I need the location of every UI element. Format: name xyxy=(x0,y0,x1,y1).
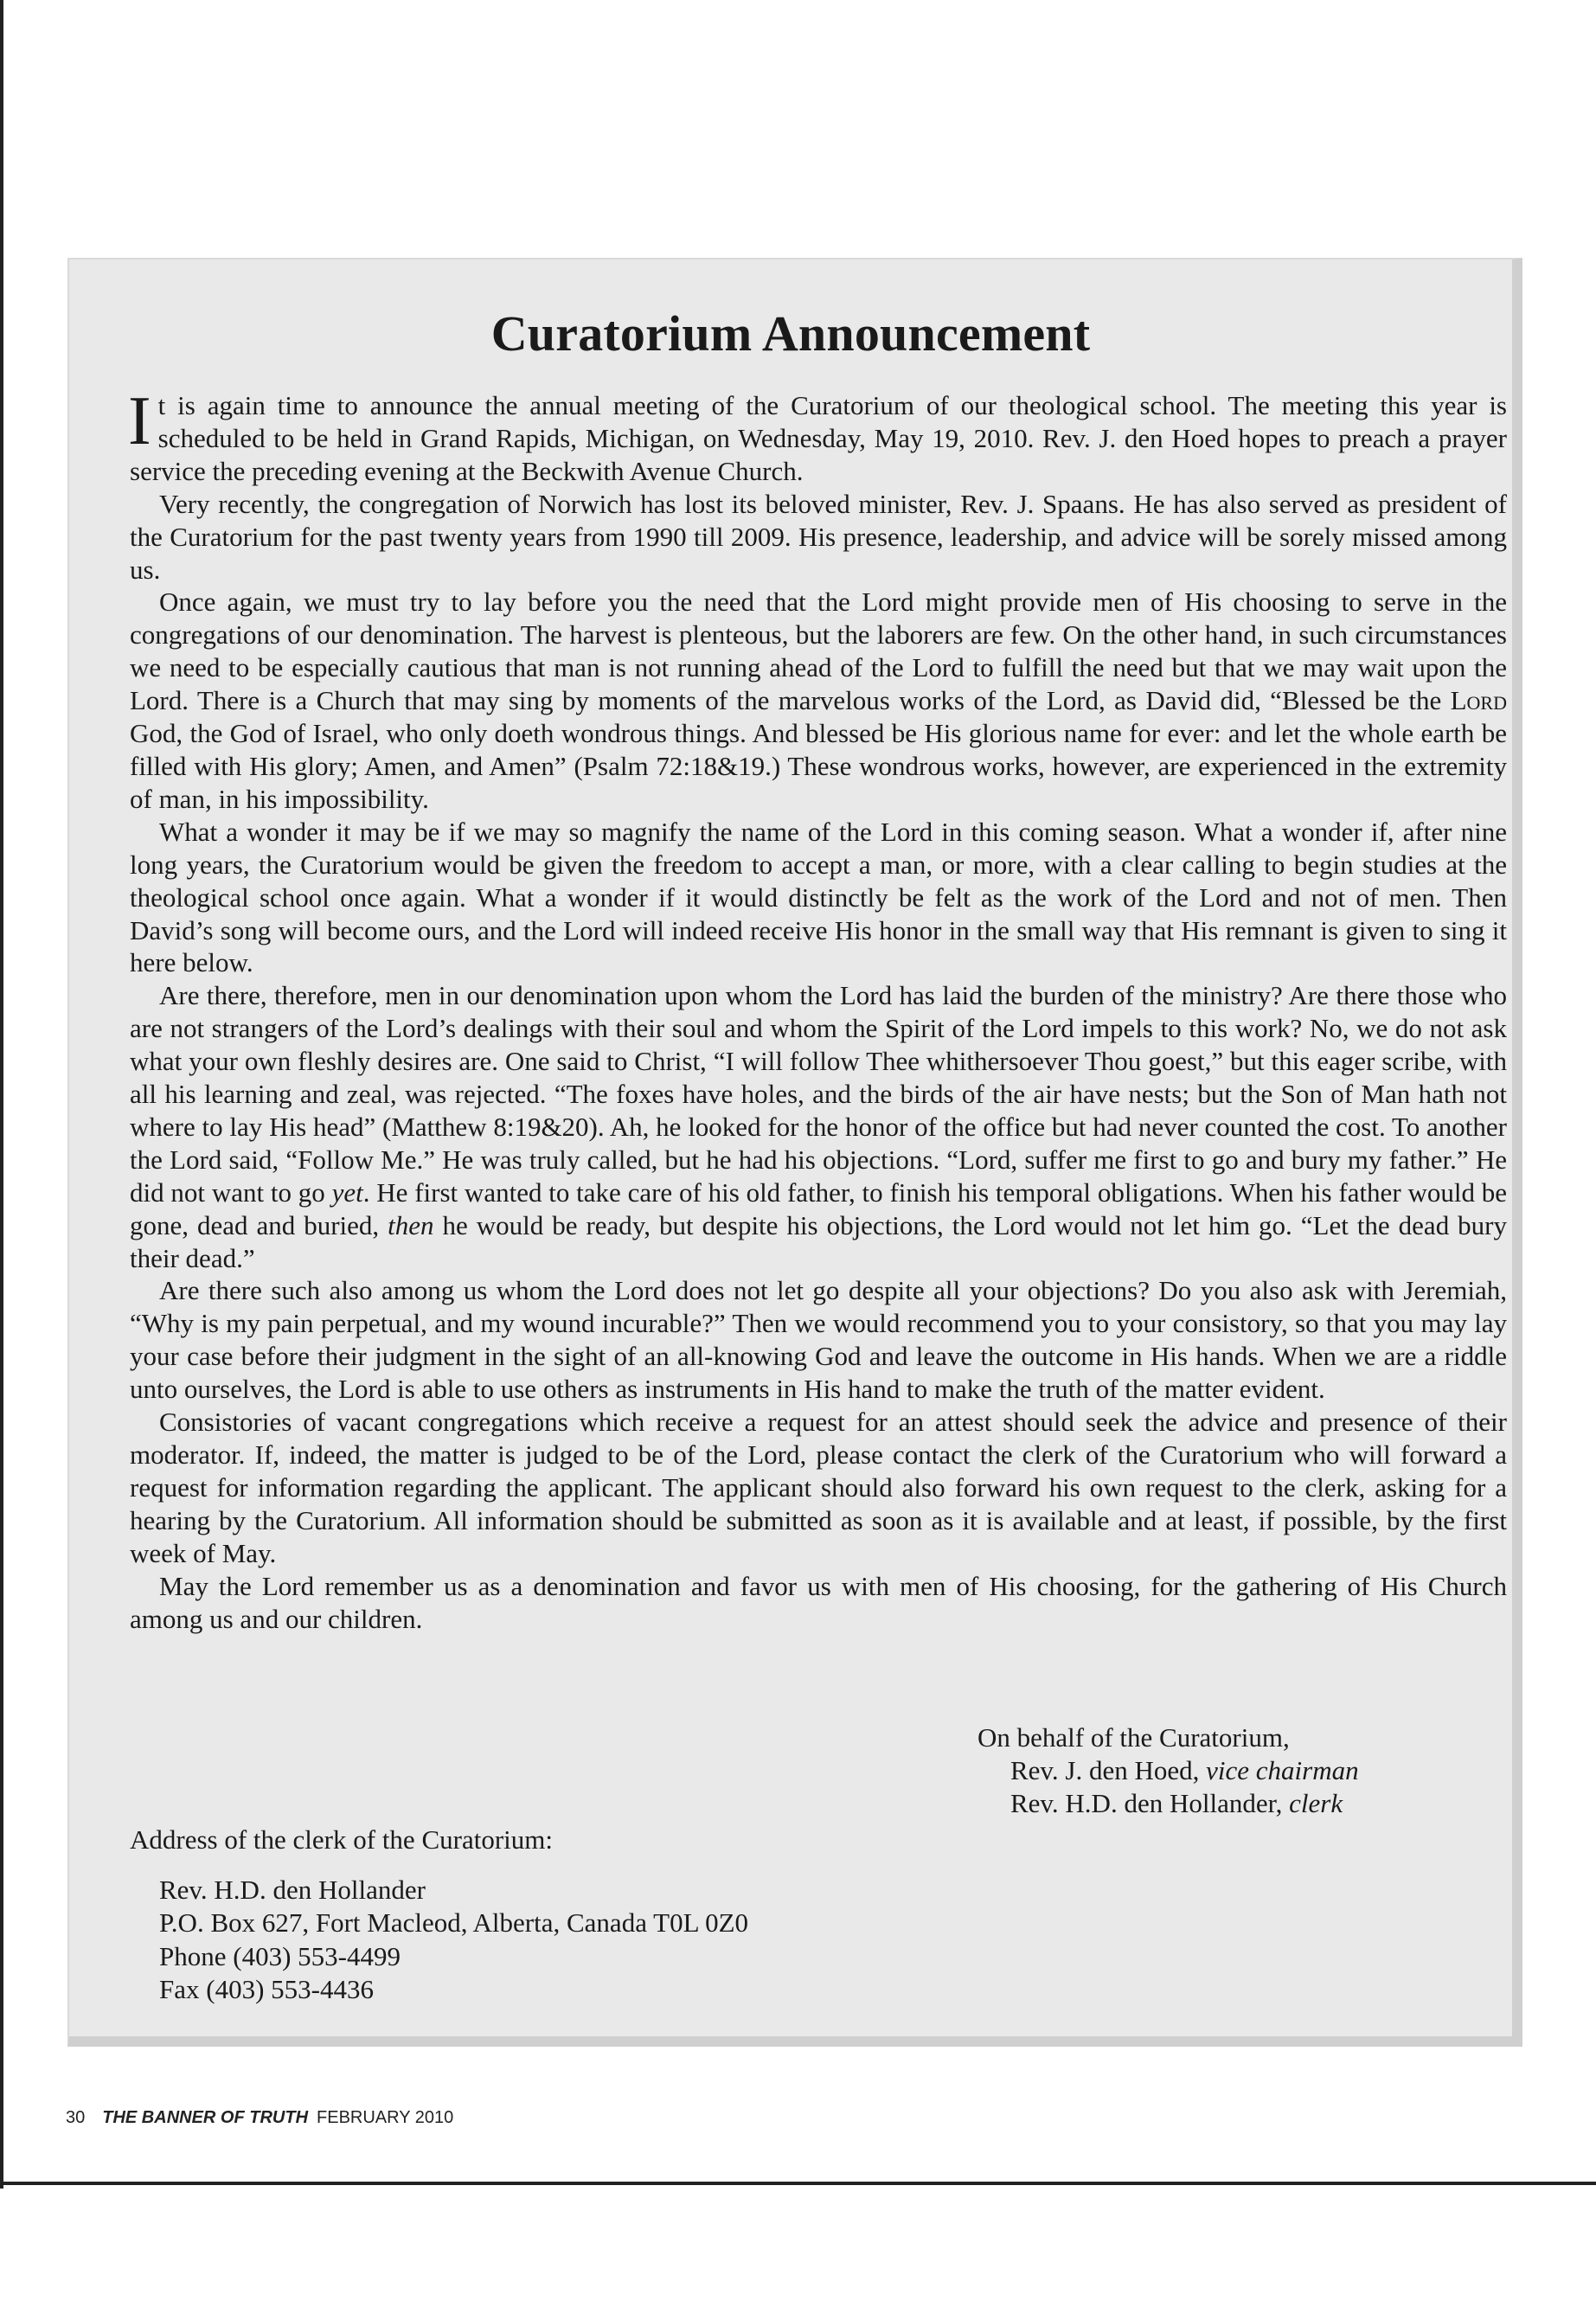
address-lines xyxy=(130,1874,748,2007)
paragraph-5-text-c: he would be ready, but despite his objections, the Lord would not let him go. “Let the dead bury their dead.” xyxy=(130,1209,1507,1273)
signature-line-1 xyxy=(977,1754,1359,1787)
signer-2-name: Rev. H.D. den Hollander, xyxy=(1010,1788,1290,1818)
paragraph-1 xyxy=(128,383,1507,488)
signer-2-role: clerk xyxy=(1289,1788,1343,1818)
announcement-box xyxy=(67,258,1522,2047)
announcement-title: Curatorium Announcement xyxy=(490,305,1091,362)
publication-name: THE BANNER OF TRUTH xyxy=(102,2108,309,2127)
signer-1-name: Rev. J. den Hoed, xyxy=(1010,1755,1207,1785)
clerk-address-block xyxy=(130,1823,748,2007)
paragraph-6: Are there such also among us whom the Lord does not let go despite all your objections? Do you also ask with Jeremiah, “Why is my pain perpetual, and my wound incurable?” Then we would recommend you to your consistory, so that you may lay your case before their judgment in the sight of an all-knowing God and leave the outcome in His hands. When we are a riddle unto ourselves, the Lord is able to use others as instruments in His hand to make the truth of the matter evident. xyxy=(130,1275,1507,1405)
paragraph-7: Consistories of vacant congregations which receive a request for an attest should seek the advice and presence of their moderator. If, indeed, the matter is judged to be of the Lord, please contact the clerk of the Curatorium who will forward a request for information regarding the applicant. The applicant should also forward his own request to the clerk, asking for a hearing by the Curatorium. All information should be submitted as soon as it is available and at least, if possible, by the first week of May. xyxy=(130,1407,1507,1568)
paragraph-3-text-b: God, the God of Israel, who only doeth wondrous things. And blessed be His glorious name for ever: and let the whole earth be filled with His glory; Amen, and Amen” (Psalm 72:18&19.) These wondrous works, however, are experienced in the extremity of man, in his impossibility. xyxy=(130,718,1507,814)
paragraph-2: Very recently, the congregation of Norwich has lost its beloved minister, Rev. J. Spaans. He has also served as president of the Curatorium for the past twenty years from 1990 till 2009. His presence, leadership, and advice will be sorely missed among us. xyxy=(130,488,1507,585)
paragraph-5-text-b: . He first wanted to take care of his old father, to finish his temporal obligations. When his father would be gone, dead and buried, xyxy=(130,1176,1507,1240)
drop-cap: I xyxy=(128,383,151,459)
address-line: Rev. H.D. den Hollander xyxy=(159,1874,426,1905)
italic-yet: yet xyxy=(331,1176,363,1208)
address-line: Fax (403) 553-4436 xyxy=(159,1974,374,2004)
paragraph-1-text: t is again time to announce the annual meeting of the Curatorium of our theological school. The meeting this year is scheduled to be held in Grand Rapids, Michigan, on Wednesday, May 19, 2010. Rev. J. den Hoed hopes to preach a prayer service the preceding evening at the Beckwith Avenue Church. xyxy=(130,390,1507,486)
announcement-body xyxy=(128,383,1507,1635)
paragraph-3-text-a: Once again, we must try to lay before you the need that the Lord might provide men of His choosing to serve in the congregations of our denomination. The harvest is plenteous, but the laborers are few. On the other hand, in such circumstances we need to be especially cautious that man is not running ahead of the Lord to fulfill the need but that we may wait upon the Lord. There is a Church that may sing by moments of the marvelous works of the Lord, as David did, “Blessed be the xyxy=(130,586,1507,716)
italic-then: then xyxy=(388,1209,434,1240)
address-line: P.O. Box 627, Fort Macleod, Alberta, Canada T0L 0Z0 xyxy=(159,1907,749,1938)
left-margin-rule xyxy=(0,0,3,2189)
paragraph-5-text-a: Are there, therefore, men in our denomination upon whom the Lord has laid the burden of the ministry? Are there those who are not strangers of the Lord’s dealings with their soul and whom the Spirit of the Lord impels to this work? No, we do not ask what your own fleshly desires are. One said to Christ, “I will follow Thee whithersoever Thou goest,” but this eager scribe, with all his learning and zeal, was rejected. “The foxes have holes, and the birds of the air have nests; but the Son of Man hath not where to lay His head” (Matthew 8:19&20). Ah, he looked for the honor of the office but had never counted the cost. To another the Lord said, “Follow Me.” He was truly called, but he had his objections. “Lord, suffer me first to go and bury my father.” He did not want to go xyxy=(130,980,1507,1208)
address-heading: Address of the clerk of the Curatorium: xyxy=(130,1824,553,1855)
lord-small-caps: Lord xyxy=(1450,685,1507,716)
page-footer xyxy=(66,2108,453,2128)
page-number: 30 xyxy=(66,2108,86,2127)
paragraph-4: What a wonder it may be if we may so magnify the name of the Lord in this coming season. What a wonder if, after nine long years, the Curatorium would be given the freedom to accept a man, or more, with a clear calling to begin studies at the theological school once again. What a wonder if it would distinctly be felt as the work of the Lord and not of men. Then David’s song will become ours, and the Lord will indeed receive His honor in the small way that His remnant is given to sing it here below. xyxy=(130,816,1507,978)
bottom-margin-rule xyxy=(0,2182,1596,2185)
signature-line-2 xyxy=(977,1787,1359,1820)
paragraph-8: May the Lord remember us as a denomination and favor us with men of His choosing, for the gathering of His Church among us and our children. xyxy=(130,1570,1507,1634)
issue-date: FEBRUARY 2010 xyxy=(317,2108,454,2127)
signer-1-role: vice chairman xyxy=(1206,1755,1359,1785)
signature-block xyxy=(977,1721,1359,1820)
signature-behalf: On behalf of the Curatorium, xyxy=(977,1722,1290,1753)
address-line: Phone (403) 553-4499 xyxy=(159,1940,401,1971)
paragraph-3 xyxy=(130,586,1507,815)
paragraph-5 xyxy=(130,979,1507,1274)
